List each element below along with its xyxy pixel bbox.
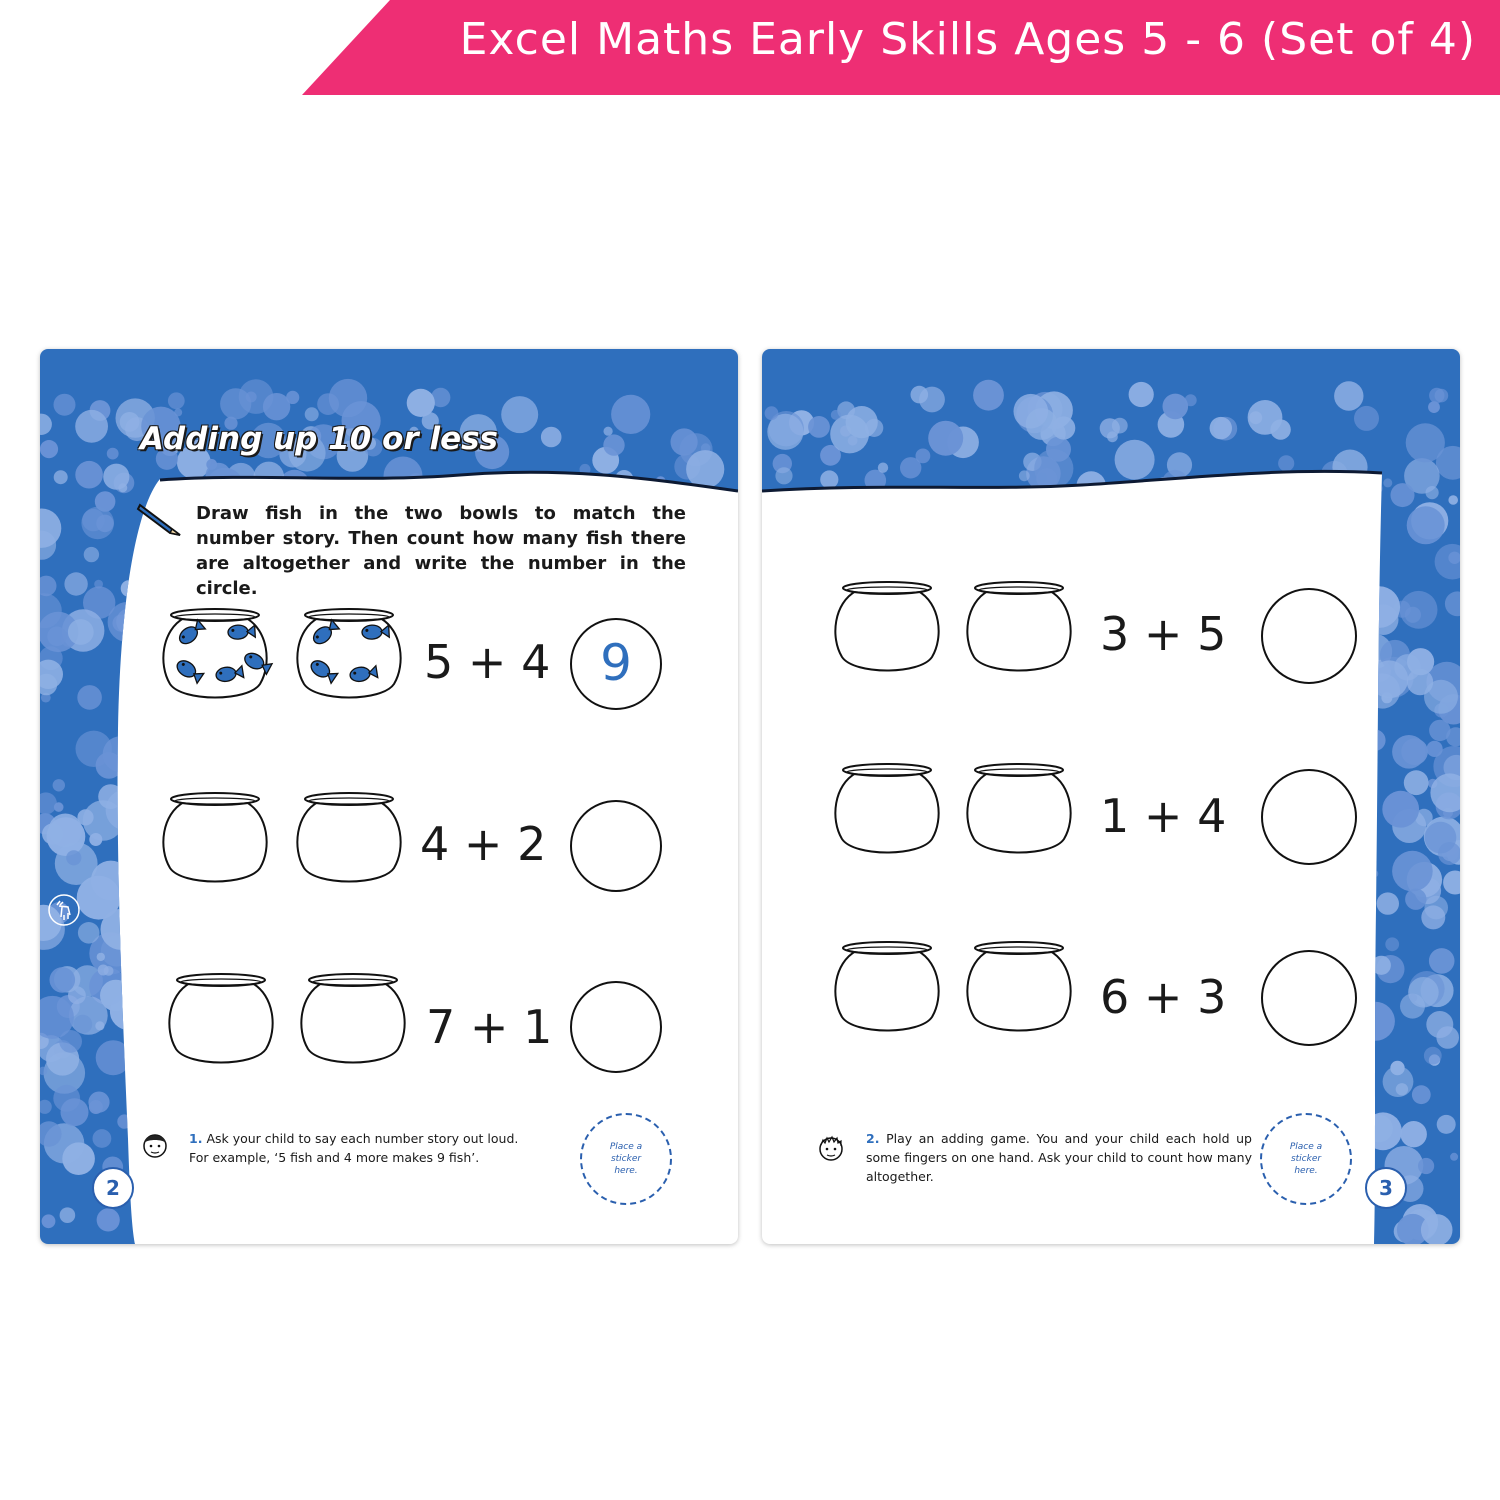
bubble-decoration — [541, 427, 562, 448]
bubble-decoration — [1129, 382, 1154, 407]
bubble-decoration — [830, 415, 869, 454]
bubble-decoration — [96, 515, 114, 533]
bubble-decoration — [1392, 851, 1433, 892]
bubble-decoration — [59, 1030, 82, 1053]
bubble-decoration — [120, 412, 140, 432]
answer-circle[interactable] — [1261, 769, 1357, 865]
bubble-decoration — [89, 1100, 103, 1114]
bubble-decoration — [107, 448, 119, 460]
fishbowl[interactable] — [294, 969, 412, 1069]
fishbowl[interactable] — [156, 788, 274, 888]
bubble-decoration — [94, 580, 103, 589]
number-story — [1100, 970, 1226, 1024]
bubble-decoration — [286, 391, 299, 404]
bubble-decoration — [1424, 1047, 1442, 1065]
addend: 4 — [521, 635, 551, 689]
bubble-decoration — [117, 1114, 131, 1128]
addend: 1 — [523, 1000, 553, 1054]
bubble-decoration — [1034, 449, 1073, 488]
bubble-decoration — [1418, 1158, 1434, 1174]
fishbowl[interactable] — [960, 759, 1078, 859]
number-story — [1100, 607, 1226, 661]
bubble-decoration — [61, 1098, 89, 1126]
addend: 2 — [517, 817, 547, 871]
bubble-decoration — [615, 470, 634, 489]
bubble-decoration — [1368, 604, 1399, 635]
plus-sign: + — [463, 817, 503, 871]
bubble-decoration — [100, 980, 132, 1012]
bubble-decoration — [64, 572, 87, 595]
fishbowl[interactable] — [960, 577, 1078, 677]
bubble-decoration — [1437, 1115, 1456, 1134]
bubble-decoration — [78, 922, 100, 944]
bubble-decoration — [168, 392, 185, 409]
bubble-decoration — [1448, 495, 1458, 505]
bubble-decoration — [1382, 791, 1419, 828]
bubble-decoration — [84, 547, 99, 562]
bubble-decoration — [808, 416, 830, 438]
bubble-decoration — [54, 394, 76, 416]
bubble-decoration — [1163, 394, 1189, 420]
bubble-decoration — [68, 619, 94, 645]
plus-sign: + — [467, 635, 507, 689]
bubble-decoration — [1385, 937, 1399, 951]
bubble-decoration — [66, 850, 81, 865]
bubble-decoration — [1383, 478, 1392, 487]
note-text: Play an adding game. You and your child each hold up some fingers on one hand. Ask your child to count how many altogether. — [866, 1131, 1252, 1184]
bubble-decoration — [47, 627, 67, 647]
bubble-decoration — [973, 380, 1004, 411]
bubble-decoration — [121, 580, 138, 597]
note-number: 1. — [189, 1131, 203, 1146]
fishbowl[interactable] — [156, 604, 274, 704]
bubble-decoration — [604, 427, 613, 436]
bubble-decoration — [1100, 418, 1120, 438]
bubble-decoration — [1396, 1083, 1408, 1095]
bubble-decoration — [603, 434, 624, 455]
bubble-decoration — [1249, 411, 1262, 424]
bubble-decoration — [60, 1207, 76, 1223]
bubble-decoration — [1115, 440, 1155, 480]
bubble-decoration — [75, 461, 103, 489]
plus-sign: + — [1143, 970, 1183, 1024]
fishbowl[interactable] — [290, 604, 408, 704]
addend: 4 — [420, 817, 450, 871]
bubble-decoration — [916, 449, 931, 464]
bubble-decoration — [50, 967, 76, 993]
bubble-decoration — [1406, 423, 1445, 462]
parent-note — [866, 1129, 1252, 1186]
addend: 3 — [1100, 607, 1130, 661]
bubble-decoration — [62, 1142, 95, 1175]
answer-circle[interactable] — [1261, 950, 1357, 1046]
bubble-decoration — [329, 379, 367, 417]
bubble-decoration — [501, 396, 538, 433]
fishbowl[interactable] — [960, 937, 1078, 1037]
bubble-decoration — [1412, 1085, 1431, 1104]
answer-circle[interactable] — [1261, 588, 1357, 684]
bubble-decoration — [1450, 1153, 1458, 1161]
bubble-decoration — [1401, 1121, 1427, 1147]
page-title: Adding up 10 or less — [140, 421, 499, 457]
bubble-decoration — [1377, 892, 1399, 914]
number-story — [424, 635, 550, 689]
bubble-decoration — [1356, 1002, 1395, 1041]
addend: 5 — [424, 635, 454, 689]
bubble-decoration — [174, 408, 182, 416]
bubble-decoration — [765, 406, 779, 420]
bubble-decoration — [1370, 660, 1408, 698]
addend: 6 — [1100, 970, 1130, 1024]
bubble-decoration — [1019, 470, 1030, 481]
workbook-page-left — [40, 349, 738, 1244]
sticker-label: Place a sticker here. — [609, 1142, 643, 1176]
fishbowl[interactable] — [162, 969, 280, 1069]
sticker-label: Place a sticker here. — [1289, 1142, 1323, 1176]
addend: 3 — [1197, 970, 1227, 1024]
bubble-decoration — [40, 440, 58, 458]
page-number: 2 — [92, 1167, 134, 1209]
note-text: Ask your child to say each number story out loud. For example, ‘5 fish and 4 more makes 9 fish’. — [189, 1131, 519, 1165]
bubble-decoration — [103, 736, 139, 772]
sticker-spot[interactable] — [1260, 1113, 1352, 1205]
bubble-decoration — [1334, 381, 1363, 410]
bubble-decoration — [83, 800, 124, 841]
bubble-decoration — [206, 463, 232, 489]
bubble-decoration — [93, 1129, 112, 1148]
bubble-decoration — [305, 407, 319, 421]
number-story — [426, 1000, 552, 1054]
answer-circle[interactable]: 9 — [570, 618, 662, 710]
page-number: 3 — [1365, 1167, 1407, 1209]
girl-face-icon — [138, 1127, 172, 1161]
bubble-decoration — [1429, 388, 1444, 403]
bubble-decoration — [53, 779, 65, 791]
banner-title: Excel Maths Early Skills Ages 5 - 6 (Set of 4) — [459, 14, 1476, 65]
bubble-decoration — [1372, 956, 1391, 975]
bubble-decoration — [73, 1015, 92, 1034]
bubble-decoration — [407, 389, 435, 417]
bubble-decoration — [1278, 455, 1294, 471]
bubble-decoration — [1429, 948, 1455, 974]
answer-circle[interactable] — [570, 981, 662, 1073]
addend: 1 — [1100, 789, 1130, 843]
fishbowl[interactable] — [828, 577, 946, 677]
bubble-decoration — [1162, 470, 1188, 496]
number-story — [420, 817, 546, 871]
bubble-decoration — [1436, 1026, 1459, 1049]
fishbowl[interactable] — [828, 759, 946, 859]
bubble-decoration — [1407, 506, 1445, 544]
bubble-decoration — [1392, 735, 1426, 769]
fishbowl[interactable] — [290, 788, 408, 888]
bubble-decoration — [97, 953, 105, 961]
bubble-decoration — [1425, 822, 1457, 854]
bubble-decoration — [97, 1208, 120, 1231]
fishbowl[interactable] — [828, 937, 946, 1037]
bubble-decoration — [1332, 450, 1367, 485]
addend: 4 — [1197, 789, 1227, 843]
bubble-decoration — [1372, 483, 1383, 494]
bubble-decoration — [928, 421, 963, 456]
bubble-decoration — [1400, 591, 1438, 629]
bubble-decoration — [1407, 648, 1434, 675]
answer-circle[interactable] — [570, 800, 662, 892]
plus-sign: + — [469, 1000, 509, 1054]
bubble-decoration — [775, 467, 792, 484]
sticker-spot[interactable] — [580, 1113, 672, 1205]
bubble-decoration — [1408, 977, 1439, 1008]
bubble-decoration — [686, 450, 724, 488]
bubble-decoration — [671, 428, 698, 455]
bubble-decoration — [878, 463, 888, 473]
bubble-decoration — [42, 1214, 56, 1228]
bubble-decoration — [1404, 770, 1429, 795]
bubble-decoration — [820, 470, 838, 488]
bubble-decoration — [611, 395, 650, 434]
bubble-decoration — [98, 965, 109, 976]
addend: 5 — [1197, 607, 1227, 661]
note-number: 2. — [866, 1131, 880, 1146]
bubble-decoration — [54, 470, 68, 484]
pencil-icon — [136, 499, 186, 541]
bubble-decoration — [108, 602, 148, 642]
bubble-decoration — [1424, 680, 1458, 714]
instruction-text: Draw fish in the two bowls to match the number story. Then count how many fish there are altogether and write the number in the circle. — [196, 503, 686, 599]
number-story — [1100, 789, 1226, 843]
bubble-decoration — [831, 410, 841, 420]
bubble-decoration — [47, 817, 86, 856]
bubble-decoration — [1424, 896, 1448, 920]
bubble-decoration — [1405, 889, 1426, 910]
bubble-decoration — [1426, 486, 1439, 499]
bubble-decoration — [1429, 720, 1450, 741]
bubble-decoration — [1354, 406, 1379, 431]
workbook-page-right — [762, 349, 1460, 1244]
boy-face-icon — [814, 1131, 848, 1165]
bubble-decoration — [246, 392, 257, 403]
bubble-decoration — [1367, 475, 1382, 490]
bubble-decoration — [1370, 870, 1378, 878]
bubble-decoration — [587, 475, 611, 499]
bubble-decoration — [1391, 483, 1415, 507]
plus-sign: + — [1143, 789, 1183, 843]
bubble-decoration — [101, 909, 142, 950]
bubble-decoration — [1026, 408, 1058, 440]
bubble-decoration — [75, 410, 108, 443]
addend: 7 — [426, 1000, 456, 1054]
bubble-decoration — [911, 386, 929, 404]
bubble-decoration — [91, 861, 131, 901]
deer-logo-icon — [48, 893, 80, 927]
parent-note — [189, 1129, 529, 1167]
bubble-decoration — [1364, 729, 1386, 751]
bubble-decoration — [103, 464, 129, 490]
bubble-decoration — [1210, 417, 1232, 439]
bubble-decoration — [77, 685, 102, 710]
bubble-decoration — [96, 1040, 131, 1075]
plus-sign: + — [1143, 607, 1183, 661]
bubble-decoration — [1364, 1112, 1402, 1150]
